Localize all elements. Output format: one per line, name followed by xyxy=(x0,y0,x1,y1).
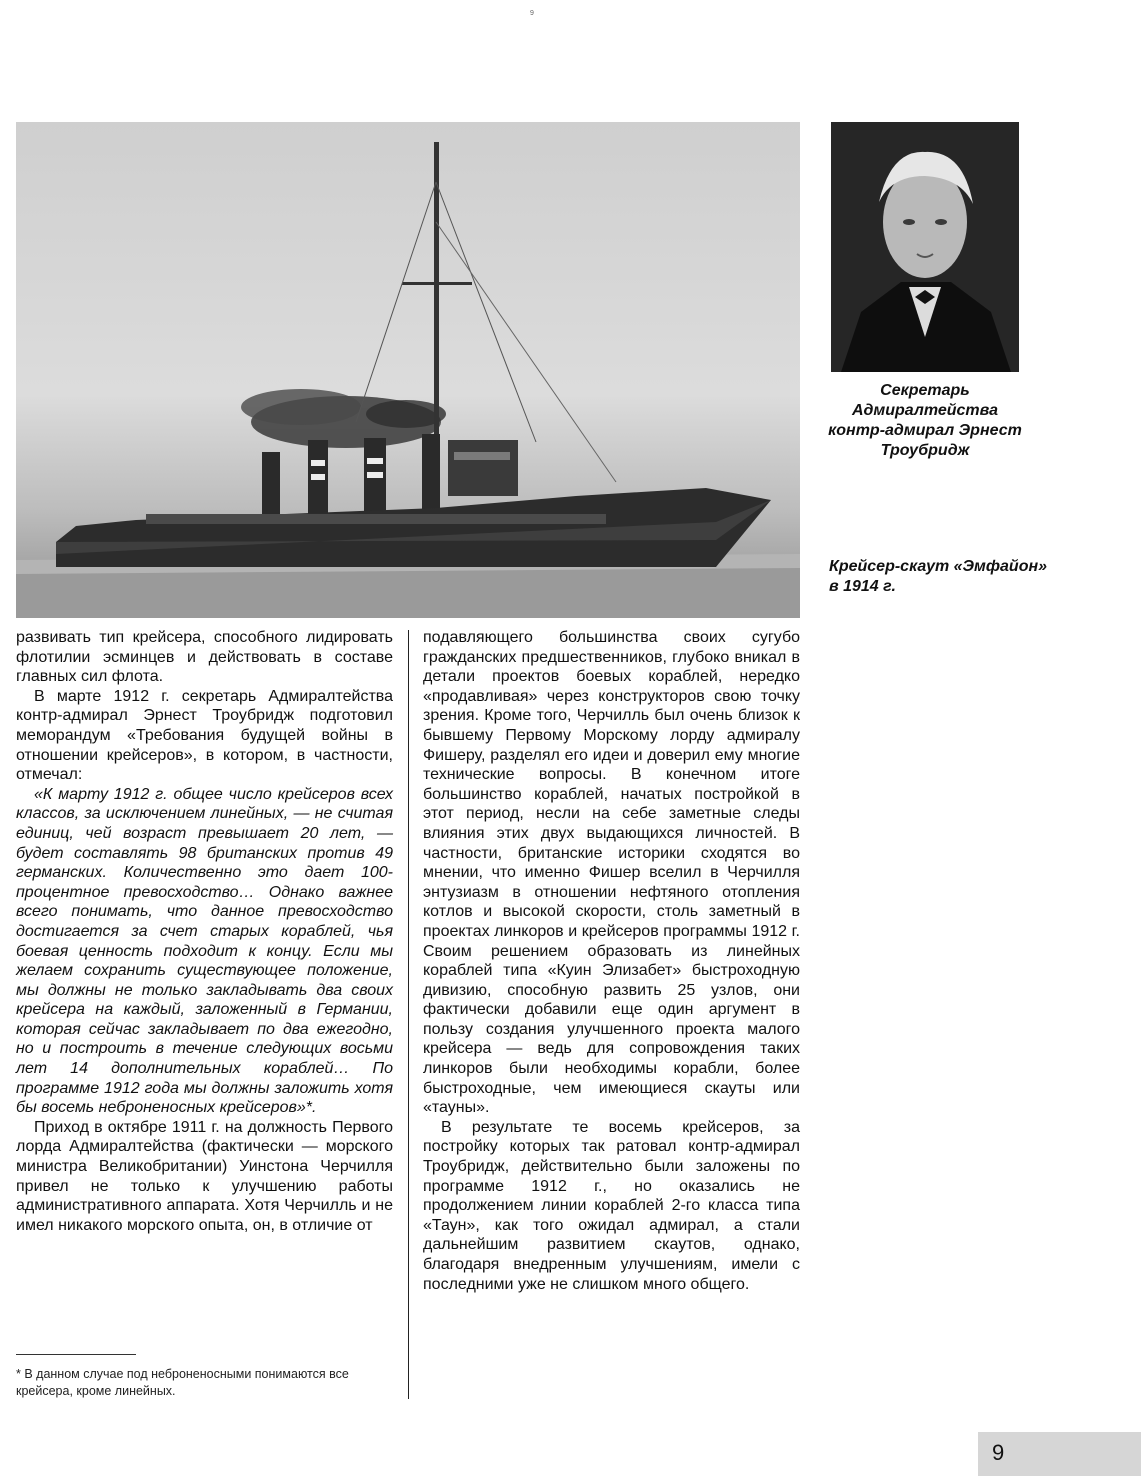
portrait-photo xyxy=(831,122,1019,372)
footnote: * В данном случае под неброненосными понимаются все крейсера, кроме линейных. xyxy=(16,1367,349,1398)
left-column xyxy=(16,628,393,1235)
paragraph: подавляющего большинства своих сугубо гражданских предшественников, глубоко вникал в детали проектов боевых кораблей, нередко «продавливая» через конструкторов свою точку зрения. Кроме того, Черчилль был очень близок к бывшему Первому Морскому лорду адмиралу Фишеру, разделял его идеи и доверил ему многие технические вопросы. В конечном итоге большинство кораблей, начатых постройкой в этот период, несли на себе заметные следы влияния этих двух выдающихся личностей. В частности, британские историки сходятся во мнении, что именно Фишер вселил в Черчилля энтузиазм в отношении нефтяного отопления котлов и высокой скорости, столь заметный в проектах линкоров и крейсеров программы 1912 г. Своим решением образовать из линейных кораблей типа «Куин Элизабет» быстроходную дивизию, способную развить 25 узлов, они фактически добавили еще один аргумент в пользу создания улучшенного проекта малого крейсера — ведь для сопровождения таких линкоров были необходимы корабли, более быстроходные, чем имеющиеся скауты или «тауны». xyxy=(423,629,800,1117)
column-divider xyxy=(408,630,409,1399)
footnote-divider xyxy=(16,1354,136,1355)
right-column xyxy=(423,628,800,1294)
paragraph: развивать тип крейсера, способного лидировать флотилии эсминцев и действовать в составе главных сил флота. xyxy=(16,629,393,686)
paragraph: В результате те восемь крейсеров, за постройку которых так ратовал контр-адмирал Троубридж, действительно были заложены по программе 1912 г., но оказались не продолжением линии кораблей 2-го класса типа «Таун», как того ожидал адмирал, а стали дальнейшим развитием скаутов, однако, благодаря внедренным улучшениям, имели с последними уже не слишком много общего. xyxy=(423,1118,800,1293)
memorandum-quote: «К марту 1912 г. общее число крейсеров всех классов, за исключением линейных, — не считая единиц, чей возраст превышает 20 лет, — будет составлять 98 британских против 49 германских. Количественно это дает 100-процентное превосходство… Однако важнее всего понимать, что данное превосходство достигается за счет старых кораблей, чья боевая ценность подходит к концу. Если мы желаем сохранить существующее положение, мы должны не только закладывать два своих крейсера на каждый, заложенный в Германии, которая сейчас закладывает по два ежегодно, но и построить в течение следующих восьми лет 14 дополнительных кораблей… По программе 1912 года мы должны заложить хотя бы восемь неброненосных крейсеров»*. xyxy=(16,785,393,1117)
ship-photo-icon xyxy=(16,122,800,618)
portrait-caption: Секретарь Адмиралтейства контр-адмирал Эрнест Троубридж xyxy=(828,382,1022,459)
paragraph: Приход в октябре 1911 г. на должность Первого лорда Адмиралтейства (фактически — морского министра Великобритании) Уинстона Черчилля привел не только к улучшению работы административного аппарата. Хотя Черчилль и не имел никакого морского опыта, он, в отличие от xyxy=(16,1118,393,1234)
page-number: 9 xyxy=(992,1440,1005,1465)
ship-photo-caption: Крейсер-скаут «Эмфайон» в 1914 г. xyxy=(829,558,1048,595)
portrait-photo-icon xyxy=(831,122,1019,372)
top-mark: 9 xyxy=(530,10,534,17)
ship-photo xyxy=(16,122,800,618)
paragraph: В марте 1912 г. секретарь Адмиралтейства контр-адмирал Эрнест Троубридж подготовил меморандум «Требования будущей войны в отношении крейсеров», в котором, в частности, отмечал: xyxy=(16,687,393,784)
